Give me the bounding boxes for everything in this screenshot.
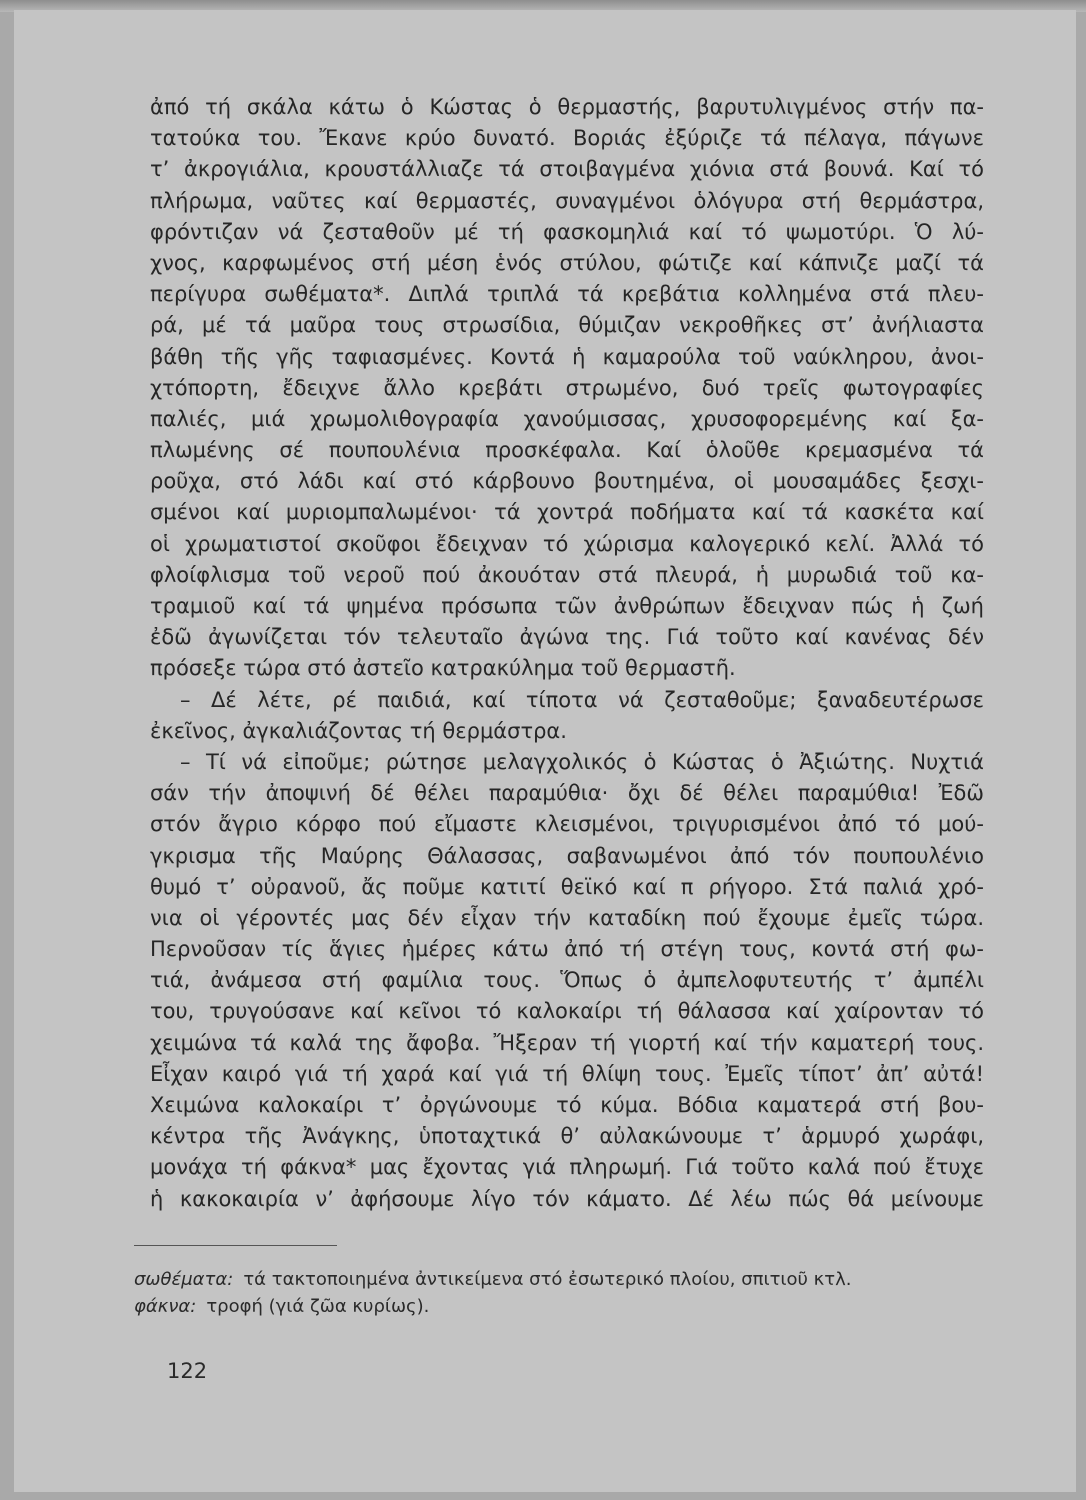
text-line: στόν ἄγριο κόρφο πού εἴμαστε κλεισμένοι, τριγυρισμένοι ἀπό τό μού- <box>150 812 984 837</box>
text-line: σάν τήν ἀποψινή δέ θέλει παραμύθια· ὄχι δέ θέλει παραμύθια! Ἐδῶ <box>150 781 984 806</box>
text-line: μονάχα τή φάκνα* μας ἔχοντας γιά πληρωμή. Γιά τοῦτο καλά πού ἔτυχε <box>150 1155 984 1180</box>
text-line: τιά, ἀνάμεσα στή φαμίλια τους. Ὅπως ὁ ἀμπελοφυτευτής τ’ ἀμπέλι <box>150 968 984 993</box>
text-line: πλήρωμα, ναῦτες καί θερμαστές, συναγμένοι ὁλόγυρα στή θερμάστρα, <box>150 188 984 213</box>
text-line: ἡ κακοκαιρία ν’ ἀφήσουμε λίγο τόν κάματο. Δέ λέω πώς θά μείνουμε <box>150 1186 984 1211</box>
text-line: σμένοι καί μυριομπαλωμένοι· τά χοντρά ποδήματα καί τά κασκέτα καί <box>150 500 984 525</box>
text-line: χνος, καρφωμένος στή μέση ἑνός στύλου, φώτιζε καί κάπνιζε μαζί τά <box>150 250 984 275</box>
text-line: θυμό τ’ οὐρανοῦ, ἄς ποῦμε κατιτί θεϊκό καί π ρήγορο. Στά παλιά χρό- <box>150 874 984 899</box>
text-line: χτόπορτη, ἔδειχνε ἄλλο κρεβάτι στρωμένο, δυό τρεῖς φωτογραφίες <box>150 375 984 400</box>
footnotes <box>134 1266 851 1320</box>
text-line: τραμιοῦ καί τά ψημένα πρόσωπα τῶν ἀνθρώπων ἔδειχναν πώς ἡ ζωή <box>150 594 984 618</box>
dialogue-line: – Τί νά εἰποῦμε; ρώτησε μελαγχολικός ὁ Κώστας ὁ Ἀξιώτης. Νυχτιά <box>180 749 984 774</box>
text-line: κέντρα τῆς Ἀνάγκης, ὑποταχτικά θ’ αὐλακώνουμε τ’ ἁρμυρό χωράφι, <box>150 1124 984 1149</box>
text-line: φρόντιζαν νά ζεσταθοῦν μέ τή φασκομηλιά καί τό ψωμοτύρι. Ὁ λύ- <box>150 219 984 244</box>
footnote-term: φάκνα: <box>134 1296 197 1317</box>
footnote-definition: τά τακτοποιημένα ἀντικείμενα στό ἐσωτερικό πλοίου, σπιτιοῦ κτλ. <box>243 1269 852 1290</box>
dialogue-line: – Δέ λέτε, ρέ παιδιά, καί τίποτα νά ζεσταθοῦμε; ξαναδευτέρωσε <box>180 687 984 712</box>
text-line: ἐκεῖνος, ἀγκαλιάζοντας τή θερμάστρα. <box>150 718 567 743</box>
text-line: ἀπό τή σκάλα κάτω ὁ Κώστας ὁ θερμαστής, βαρυτυλιγμένος στήν πα- <box>150 95 984 119</box>
text-line: φλοίφλισμα τοῦ νεροῦ πού ἀκουόταν στά πλευρά, ἡ μυρωδιά τοῦ κα- <box>150 562 984 587</box>
text-line: ρά, μέ τά μαῦρα τους στρωσίδια, θύμιζαν νεκροθῆκες στ’ ἀνήλιαστα <box>150 313 984 338</box>
text-line: ροῦχα, στό λάδι καί στό κάρβουνο βουτημένα, οἱ μουσαμάδες ξεσχι- <box>150 469 984 494</box>
footnote <box>134 1266 851 1293</box>
footnote-term: σωθέματα: <box>134 1269 234 1290</box>
text-line: του, τρυγούσανε καί κεῖνοι τό καλοκαίρι τή θάλασσα καί χαίρονταν τό <box>150 999 984 1024</box>
text-line: πρόσεξε τώρα στό ἀστεῖο κατρακύλημα τοῦ θερμαστῆ. <box>150 656 736 681</box>
text-line: οἱ χρωματιστοί σκοῦφοι ἔδειχναν τό χώρισμα καλογερικό κελί. Ἀλλά τό <box>150 531 984 556</box>
footnote-divider <box>134 1245 337 1246</box>
text-line: Χειμώνα καλοκαίρι τ’ ὀργώνουμε τό κύμα. Βόδια καματερά στή βου- <box>150 1093 984 1117</box>
text-line: ἐδῶ ἀγωνίζεται τόν τελευταῖο ἀγώνα της. Γιά τοῦτο καί κανένας δέν <box>150 625 984 650</box>
text-line: πλωμένης σέ πουπουλένια προσκέφαλα. Καί ὁλοῦθε κρεμασμένα τά <box>150 438 984 463</box>
text-line: νια οἱ γέροντές μας δέν εἶχαν τήν καταδίκη πού ἔχουμε ἐμεῖς τώρα. <box>150 905 984 930</box>
footnote <box>134 1293 851 1320</box>
text-line: τατούκα του. Ἔκανε κρύο δυνατό. Βοριάς ἐξύριζε τά πέλαγα, πάγωνε <box>150 126 984 151</box>
text-line: παλιές, μιά χρωμολιθογραφία χανούμισσας, χρυσοφορεμένης καί ξα- <box>150 406 984 431</box>
text-line: γκρισμα τῆς Μαύρης Θάλασσας, σαβανωμένοι ἀπό τόν πουπουλένιο <box>150 843 984 868</box>
text-line: Εἶχαν καιρό γιά τή χαρά καί γιά τή θλίψη τους. Ἐμεῖς τίποτ’ ἀπ’ αὐτά! <box>150 1061 984 1086</box>
text-line: τ’ ἀκρογιάλια, κρουστάλλιαζε τά στοιβαγμένα χιόνια στά βουνά. Καί τό <box>150 157 984 182</box>
main-text <box>150 92 984 1215</box>
text-line: βάθη τῆς γῆς ταφιασμένες. Κοντά ἡ καμαρούλα τοῦ ναύκληρου, ἀνοι- <box>150 344 984 369</box>
footnote-definition: τροφή (γιά ζῶα κυρίως). <box>206 1296 430 1317</box>
text-line: περίγυρα σωθέματα*. Διπλά τριπλά τά κρεβάτια κολλημένα στά πλευ- <box>150 282 984 307</box>
page-number: 122 <box>167 1359 208 1383</box>
text-line: χειμώνα τά καλά της ἄφοβα. Ἤξεραν τή γιορτή καί τήν καματερή τους. <box>150 1030 984 1055</box>
text-line: Περνοῦσαν τίς ἅγιες ἡμέρες κάτω ἀπό τή στέγη τους, κοντά στή φω- <box>150 937 984 962</box>
